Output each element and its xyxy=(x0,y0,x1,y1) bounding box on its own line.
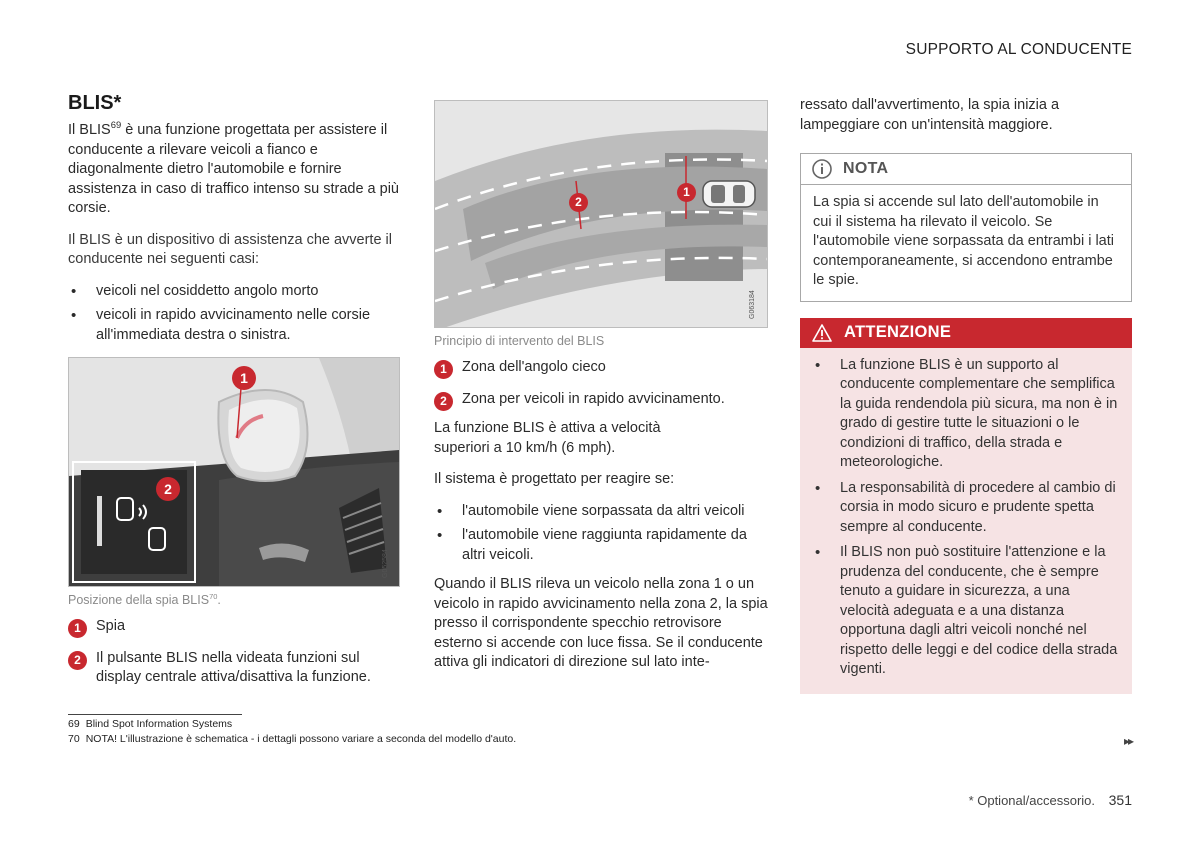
figure-code: G063184 xyxy=(749,290,756,319)
column-middle xyxy=(434,100,768,685)
zones-illustration xyxy=(435,101,767,327)
page-title: BLIS* xyxy=(68,92,122,114)
badge-1: 1 xyxy=(68,619,87,638)
badge-2: 2 xyxy=(68,651,87,670)
numbered-item-2: 2 Zona per veicoli in rapido avvicinamento. xyxy=(434,390,768,410)
list-item: • l'automobile viene sorpassata da altri veicoli xyxy=(434,502,768,522)
list-item: • veicoli nel cosiddetto angolo morto xyxy=(68,282,400,302)
figure-caption: Posizione della spia BLIS$^{70}$. xyxy=(68,591,221,607)
mirror-figure xyxy=(68,357,400,587)
zones-figure xyxy=(434,100,768,328)
note-body: La spia si accende sul lato dell'automobile in cui il sistema ha rilevato il veicolo. Se l'automobile viene sorpassata da entrambi i lati contemporaneamente, si accendono entrambe le spie. xyxy=(813,194,1114,288)
badge-2: 2 xyxy=(156,477,180,501)
warning-box xyxy=(800,318,1132,694)
info-icon xyxy=(811,158,833,180)
next-page-icon[interactable]: ▸▸ xyxy=(1123,734,1132,748)
figure-code: G052584 xyxy=(382,549,389,578)
list-item: • l'automobile viene raggiunta rapidamente da altri veicoli. xyxy=(434,526,768,565)
badge-2: 2 xyxy=(434,392,453,411)
cases-paragraph: Il BLIS è un dispositivo di assistenza che avverte il conducente nei seguenti casi: xyxy=(68,231,392,267)
badge-1: 1 xyxy=(434,360,453,379)
list-item: • Il BLIS non può sostituire l'attenzione e la prudenza del conducente, che è sempre tenuto a guidare in sicurezza, a una velocità adeguata e a una distanza opportuna dagli altri veicoli nonché nel rispetto delle leggi e del codice della strada vigenti. xyxy=(812,543,1120,680)
speed-paragraph: La funzione BLIS è attiva a velocità superiori a 10 km/h (6 mph). xyxy=(434,420,661,456)
list-item: • veicoli in rapido avvicinamento nelle corsie all'immediata destra o sinistra. xyxy=(68,306,400,345)
numbered-item-1: 1 Spia xyxy=(68,617,400,637)
badge-1: 1 xyxy=(232,366,256,390)
cases-list xyxy=(68,282,400,346)
detection-paragraph: Quando il BLIS rileva un veicolo nella zona 1 o un veicolo in rapido avvicinamento nella zona 2, la spia presso il corrispondente specchio retrovisore esterno si accende con luce fissa. Se il conducente attiva gli indicatori di direzione sul lato inte- xyxy=(434,576,768,670)
footnote-divider xyxy=(68,714,242,715)
numbered-item-1: 1 Zona dell'angolo cieco xyxy=(434,358,768,378)
warning-icon xyxy=(812,324,832,342)
note-header xyxy=(801,154,1131,185)
section-header: SUPPORTO AL CONDUCENTE xyxy=(905,41,1132,58)
footnote-ref-69[interactable]: 69 xyxy=(110,119,122,131)
numbered-item-2: 2 Il pulsante BLIS nella videata funzioni sul display centrale attiva/disattiva la funzione. xyxy=(68,649,400,688)
column-left xyxy=(68,92,400,700)
optional-note: * Optional/accessorio. xyxy=(968,793,1096,808)
mirror-illustration xyxy=(69,358,399,586)
column-right xyxy=(800,96,1132,694)
page-footer xyxy=(969,792,1132,808)
warning-header xyxy=(800,318,1132,348)
page-number: 351 xyxy=(1108,792,1132,808)
react-list xyxy=(434,502,768,566)
footnote-69: 69 Blind Spot Information Systems xyxy=(68,718,233,730)
continuation-paragraph: ressato dall'avvertimento, la spia inizia a lampeggiare con un'intensità maggiore. xyxy=(800,97,1060,133)
list-item: • La funzione BLIS è un supporto al conducente complementare che semplifica la guida rendendola più sicura, ma non è in grado di gestire tutte le situazioni o le condizioni di traffico, della strada e meteorologiche. xyxy=(812,356,1120,473)
intro-paragraph: Il BLIS$^{69}$ è una funzione progettata per assistere il conducente a rilevare veicoli a fianco e diagonalmente dietro l'automobile e fornire assistenza in caso di traffico intenso su strade a più corsie. xyxy=(68,119,400,216)
warning-title: ATTENZIONE xyxy=(844,323,952,341)
footnote-70: 70 NOTA! L'illustrazione è schematica - i dettagli possono variare a seconda del modello d'auto. xyxy=(68,733,517,745)
badge-1: 1 xyxy=(677,183,696,202)
note-box xyxy=(800,153,1132,302)
list-item: • La responsabilità di procedere al cambio di corsia in modo sicuro e prudente spetta sempre al conducente. xyxy=(812,479,1120,538)
warning-list xyxy=(812,356,1120,680)
react-paragraph: Il sistema è progettato per reagire se: xyxy=(434,471,675,487)
figure-caption: Principio di intervento del BLIS xyxy=(434,334,605,348)
note-title: NOTA xyxy=(843,160,889,177)
warning-body xyxy=(800,348,1132,694)
badge-2: 2 xyxy=(569,193,588,212)
